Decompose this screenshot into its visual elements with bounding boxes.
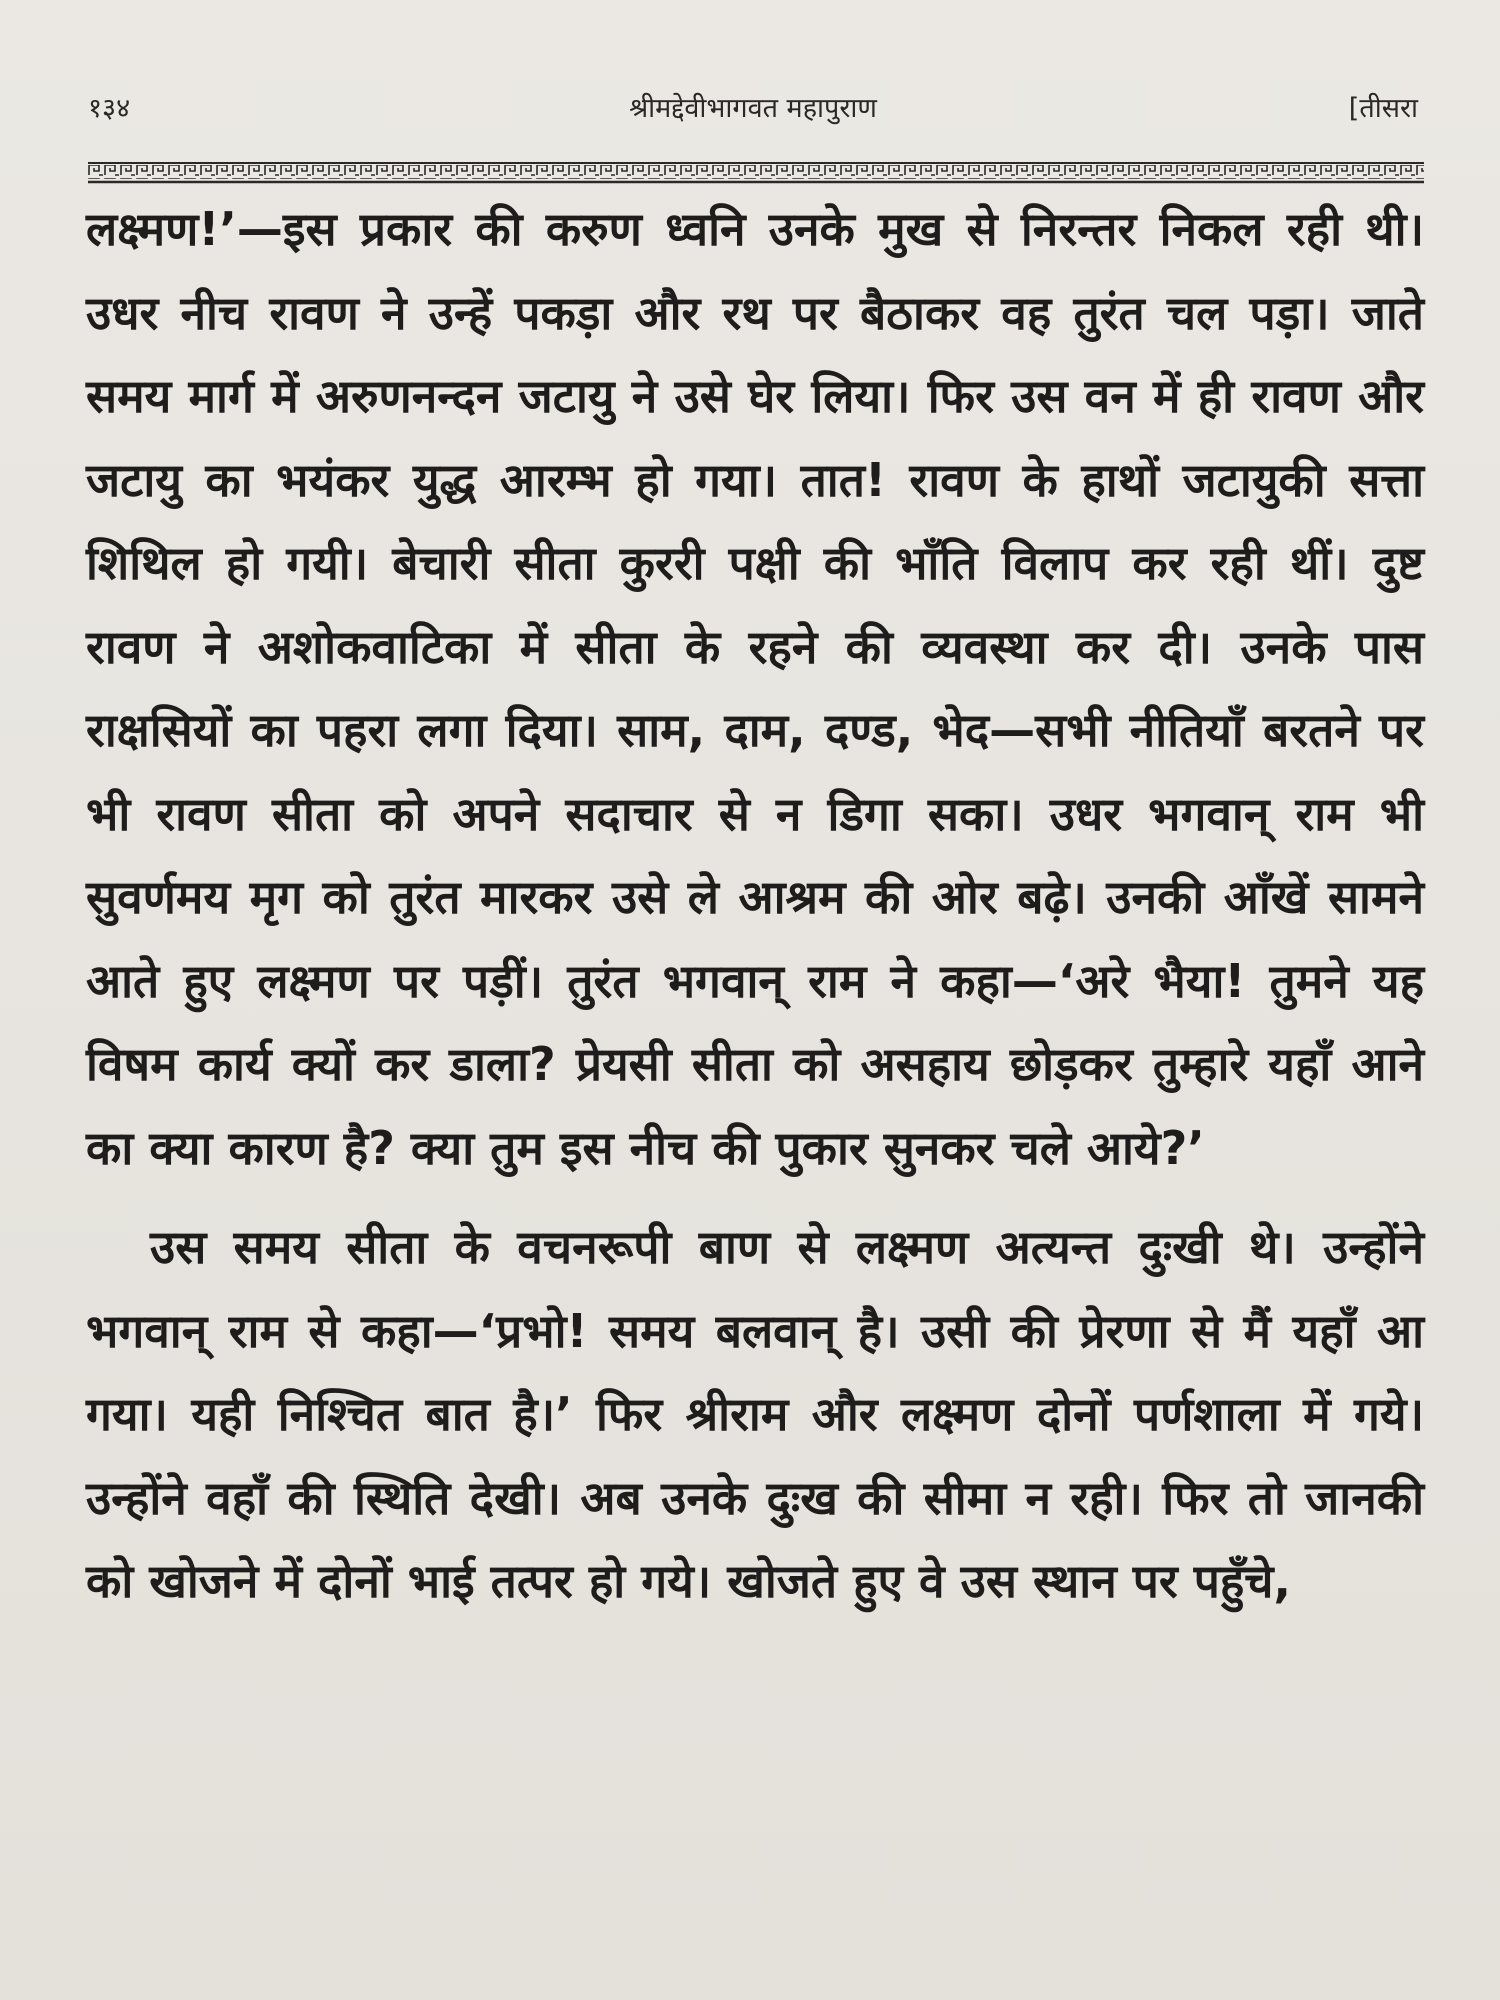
paragraph: उस समय सीता के वचनरूपी बाण से लक्ष्मण अत्यन्त दुःखी थे। उन्होंने भगवान् राम से कहा—‘प्रभो! समय बलवान् है। उसी की प्रेरणा से मैं यहाँ आ गया। यही निश्चित बात है।’ फिर श्रीराम और लक्ष्मण दोनों पर्णशाला में गये। उन्होंने वहाँ की स्थिति देखी। अब उनके दुःख की सीमा न रही। फिर तो जानकी को खोजने में दोनों भाई तत्पर हो गये। खोजते हुए वे उस स्थान पर पहुँचे, [86, 1220, 1424, 1608]
section-label: [तीसरा [1348, 93, 1418, 124]
decorative-border-rule [88, 162, 1424, 184]
page-header [88, 84, 1418, 124]
paragraph: लक्ष्मण!’—इस प्रकार की करुण ध्वनि उनके मुख से निरन्तर निकल रही थी। उधर नीच रावण ने उन्हें पकड़ा और रथ पर बैठाकर वह तुरंत चल पड़ा। जाते समय मार्ग में अरुणनन्दन जटायु ने उसे घेर लिया। फिर उस वन में ही रावण और जटायु का भयंकर युद्ध आरम्भ हो गया। तात! रावण के हाथों जटायुकी सत्ता शिथिल हो गयी। बेचारी सीता कुररी पक्षी की भाँति विलाप कर रही थीं। दुष्ट रावण ने अशोकवाटिका में सीता के रहने की व्यवस्था कर दी। उनके पास राक्षसियों का पहरा लगा दिया। साम, दाम, दण्ड, भेद—सभी नीतियाँ बरतने पर भी रावण सीता को अपने सदाचार से न डिगा सका। उधर भगवान् राम भी सुवर्णमय मृग को तुरंत मारकर उसे ले आश्रम की ओर बढ़े। उनकी आँखें सामने आते हुए लक्ष्मण पर पड़ीं। तुरंत भगवान् राम ने कहा—‘अरे भैया! तुमने यह विषम कार्य क्यों कर डाला? प्रेयसी सीता को असहाय छोड़कर तुम्हारे यहाँ आने का क्या कारण है? क्या तुम इस नीच की पुकार सुनकर चले आये?’ [86, 202, 1424, 1175]
body-text [86, 188, 1424, 1624]
running-title: श्रीमद्देवीभागवत महापुराण [629, 93, 877, 124]
page-number: १३४ [88, 93, 131, 124]
